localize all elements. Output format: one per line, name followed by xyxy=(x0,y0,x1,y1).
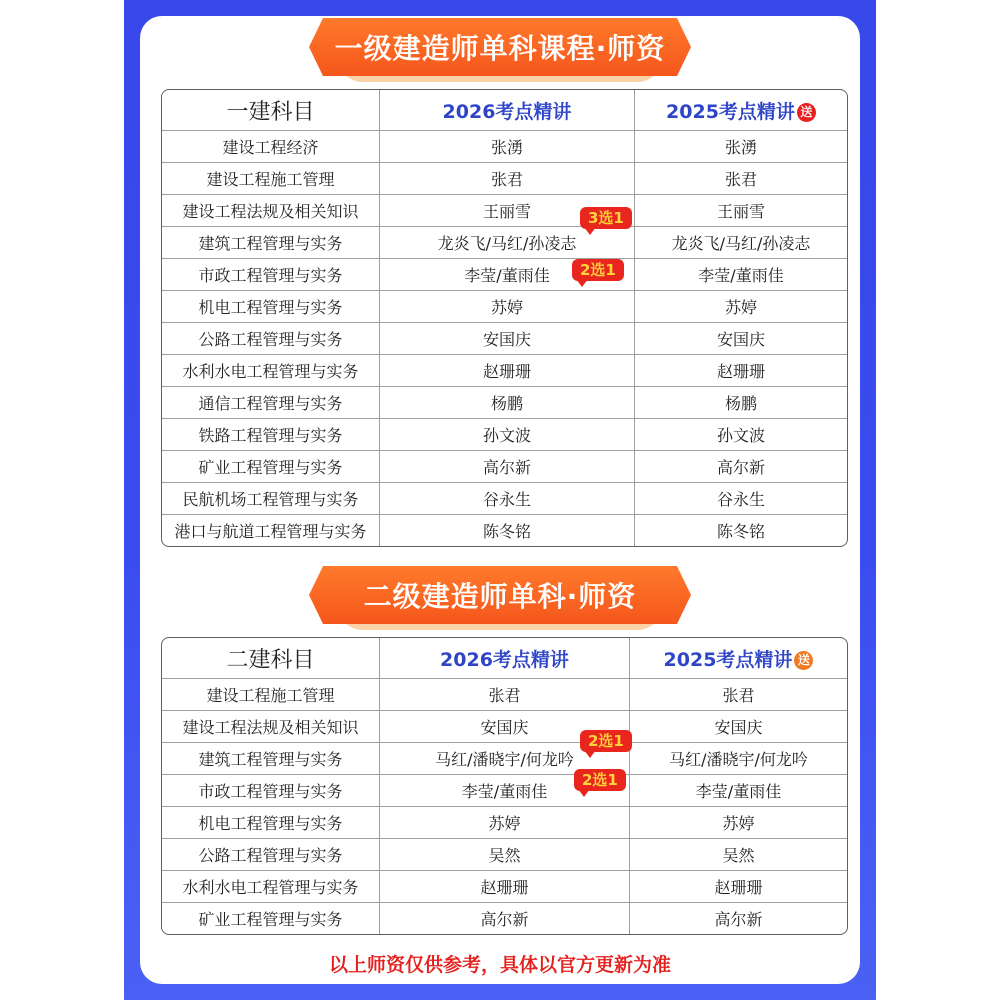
teacher-2026-cell: 吴然 xyxy=(380,839,630,871)
table-row xyxy=(162,743,847,775)
subject-cell: 水利水电工程管理与实务 xyxy=(162,871,380,903)
subject-cell: 矿业工程管理与实务 xyxy=(162,903,380,934)
subject-cell: 通信工程管理与实务 xyxy=(162,387,380,419)
section2-banner xyxy=(309,566,691,624)
teacher-2025-cell: 李莹/董雨佳 xyxy=(630,775,847,807)
teacher-2026-cell: 张湧 xyxy=(380,131,635,163)
teacher-2025-cell: 高尔新 xyxy=(635,451,847,483)
teacher-2025-cell: 谷永生 xyxy=(635,483,847,515)
2026-header: 2026考点精讲 xyxy=(380,638,630,679)
table-row xyxy=(162,903,847,934)
table-header-row xyxy=(162,90,847,131)
teacher-2025-cell: 马红/潘晓宇/何龙吟 xyxy=(630,743,847,775)
teacher-2026-cell: 高尔新 xyxy=(380,903,630,934)
subject-cell: 机电工程管理与实务 xyxy=(162,291,380,323)
subject-cell: 建筑工程管理与实务 xyxy=(162,227,380,259)
gift-badge-icon: 送 xyxy=(794,651,813,670)
table-row xyxy=(162,387,847,419)
table-row xyxy=(162,355,847,387)
table-row xyxy=(162,515,847,546)
section1-title: 一级建造师单科课程·师资 xyxy=(334,32,666,65)
subject-header: 一建科目 xyxy=(162,90,380,131)
teacher-2026-cell: 马红/潘晓宇/何龙吟 xyxy=(380,743,630,775)
2025-header: 2025考点精讲 送 xyxy=(635,90,847,131)
teacher-2026-cell: 高尔新 xyxy=(380,451,635,483)
table-row xyxy=(162,839,847,871)
teacher-2026-cell: 苏婷 xyxy=(380,807,630,839)
teacher-2025-cell: 赵珊珊 xyxy=(635,355,847,387)
table-row xyxy=(162,323,847,355)
teacher-2026-cell: 张君 xyxy=(380,163,635,195)
teacher-2026-cell: 孙文波 xyxy=(380,419,635,451)
teacher-2025-cell: 张君 xyxy=(630,679,847,711)
table-row xyxy=(162,195,847,227)
subject-cell: 机电工程管理与实务 xyxy=(162,807,380,839)
subject-cell: 建设工程经济 xyxy=(162,131,380,163)
teacher-2026-cell: 安国庆 xyxy=(380,323,635,355)
teacher-2026-cell: 王丽雪 xyxy=(380,195,635,227)
teacher-2025-cell: 龙炎飞/马红/孙凌志 xyxy=(635,227,847,259)
teacher-2025-cell: 赵珊珊 xyxy=(630,871,847,903)
table-row xyxy=(162,163,847,195)
teacher-2026-cell: 张君 xyxy=(380,679,630,711)
teacher-2026-cell: 李莹/董雨佳 xyxy=(380,775,630,807)
teacher-2026-cell: 苏婷 xyxy=(380,291,635,323)
teacher-2025-cell: 陈冬铭 xyxy=(716,522,765,541)
subject-cell: 水利水电工程管理与实务 xyxy=(162,355,380,387)
table-row xyxy=(162,419,847,451)
choose-tag: 2选1 xyxy=(574,769,626,791)
subject-cell: 矿业工程管理与实务 xyxy=(162,451,380,483)
table-row xyxy=(162,131,847,163)
table-row xyxy=(162,291,847,323)
table-header-row xyxy=(162,638,847,679)
subject-cell: 民航机场工程管理与实务 xyxy=(162,483,380,515)
table-row xyxy=(162,259,847,291)
second-level-teacher-table xyxy=(161,637,848,935)
teacher-2025-cell: 王丽雪 xyxy=(635,195,847,227)
gift-badge-icon: 送 xyxy=(797,103,816,122)
choose-tag: 3选1 xyxy=(580,207,632,229)
choose-tag: 2选1 xyxy=(580,730,632,752)
2025-header: 2025考点精讲 送 xyxy=(630,638,847,679)
teacher-2025-cell: 高尔新 xyxy=(714,910,763,929)
table-row xyxy=(162,483,847,515)
subject-cell: 港口与航道工程管理与实务 xyxy=(162,515,380,546)
subject-cell: 公路工程管理与实务 xyxy=(162,839,380,871)
teacher-2025-cell: 张君 xyxy=(635,163,847,195)
footer-note: 以上师资仅供参考，具体以官方更新为准 xyxy=(328,954,671,976)
table-row xyxy=(162,807,847,839)
teacher-2026-cell: 陈冬铭 xyxy=(380,515,635,546)
teacher-2026-cell: 赵珊珊 xyxy=(380,355,635,387)
teacher-2025-cell: 安国庆 xyxy=(635,323,847,355)
first-level-teacher-table xyxy=(161,89,848,547)
teacher-2025-cell: 孙文波 xyxy=(635,419,847,451)
teacher-2026-cell: 赵珊珊 xyxy=(380,871,630,903)
subject-cell: 建设工程法规及相关知识 xyxy=(162,195,380,227)
section2-title: 二级建造师单科·师资 xyxy=(363,580,637,613)
2026-header: 2026考点精讲 xyxy=(380,90,635,131)
table-row xyxy=(162,711,847,743)
teacher-2025-cell: 吴然 xyxy=(630,839,847,871)
teacher-2026-cell: 杨鹏 xyxy=(380,387,635,419)
table-row xyxy=(162,227,847,259)
table-row xyxy=(162,451,847,483)
teacher-2026-cell: 龙炎飞/马红/孙凌志 xyxy=(380,227,635,259)
teacher-2026-cell: 安国庆 xyxy=(380,711,630,743)
table-row xyxy=(162,871,847,903)
teacher-2026-cell: 李莹/董雨佳 xyxy=(380,259,635,291)
teacher-2025-cell: 杨鹏 xyxy=(635,387,847,419)
subject-cell: 建筑工程管理与实务 xyxy=(162,743,380,775)
subject-cell: 建设工程法规及相关知识 xyxy=(162,711,380,743)
subject-header: 二建科目 xyxy=(162,638,380,679)
subject-cell: 建设工程施工管理 xyxy=(162,679,380,711)
subject-cell: 铁路工程管理与实务 xyxy=(162,419,380,451)
teacher-2026-cell: 谷永生 xyxy=(380,483,635,515)
teacher-2025-cell: 张湧 xyxy=(635,131,847,163)
subject-cell: 市政工程管理与实务 xyxy=(162,775,380,807)
section1-banner xyxy=(309,18,691,76)
choose-tag: 2选1 xyxy=(572,259,624,281)
table-row xyxy=(162,775,847,807)
subject-cell: 公路工程管理与实务 xyxy=(162,323,380,355)
teacher-2025-cell: 苏婷 xyxy=(635,291,847,323)
teacher-2025-cell: 安国庆 xyxy=(630,711,847,743)
teacher-2025-cell: 苏婷 xyxy=(630,807,847,839)
teacher-2025-cell: 李莹/董雨佳 xyxy=(635,259,847,291)
table-row xyxy=(162,679,847,711)
subject-cell: 建设工程施工管理 xyxy=(162,163,380,195)
subject-cell: 市政工程管理与实务 xyxy=(162,259,380,291)
